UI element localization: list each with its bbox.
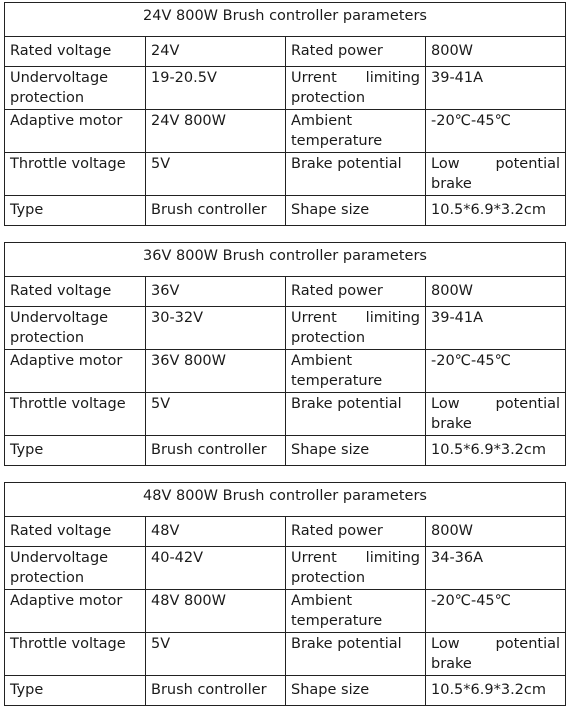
param-label: Urrent limiting protection bbox=[286, 67, 426, 110]
table-row bbox=[5, 350, 566, 393]
param-label: Throttle voltage bbox=[5, 633, 146, 676]
table-title: 48V 800W Brush controller parameters bbox=[5, 483, 566, 517]
spec-table-36v bbox=[4, 242, 566, 466]
param-value: Low potential brake bbox=[426, 633, 566, 676]
param-label: Brake potential bbox=[286, 153, 426, 196]
param-label: Shape size bbox=[286, 676, 426, 706]
table-row bbox=[5, 67, 566, 110]
param-label: Type bbox=[5, 436, 146, 466]
param-label: Undervoltage protection bbox=[5, 67, 146, 110]
param-value: 48V bbox=[146, 517, 286, 547]
table-row bbox=[5, 590, 566, 633]
table-row bbox=[5, 196, 566, 226]
param-label: Rated voltage bbox=[5, 277, 146, 307]
param-label: Throttle voltage bbox=[5, 393, 146, 436]
param-label: Type bbox=[5, 196, 146, 226]
table-row bbox=[5, 110, 566, 153]
table-row bbox=[5, 307, 566, 350]
param-label: Undervoltage protection bbox=[5, 547, 146, 590]
param-value: 800W bbox=[426, 517, 566, 547]
param-label: Undervoltage protection bbox=[5, 307, 146, 350]
param-value: 800W bbox=[426, 37, 566, 67]
param-value: Brush controller bbox=[146, 436, 286, 466]
param-label: Ambient temperature bbox=[286, 110, 426, 153]
table-row bbox=[5, 37, 566, 67]
table-row bbox=[5, 436, 566, 466]
param-label: Urrent limiting protection bbox=[286, 307, 426, 350]
param-value: Low potential brake bbox=[426, 393, 566, 436]
spec-table-48v bbox=[4, 482, 566, 706]
param-value: 40-42V bbox=[146, 547, 286, 590]
param-value: 19-20.5V bbox=[146, 67, 286, 110]
param-value: 39-41A bbox=[426, 67, 566, 110]
table-title: 24V 800W Brush controller parameters bbox=[5, 3, 566, 37]
param-label: Brake potential bbox=[286, 633, 426, 676]
param-label: Urrent limiting protection bbox=[286, 547, 426, 590]
table-row bbox=[5, 393, 566, 436]
param-label: Ambient temperature bbox=[286, 590, 426, 633]
param-label: Rated power bbox=[286, 37, 426, 67]
param-value: -20℃-45℃ bbox=[426, 110, 566, 153]
param-value: 39-41A bbox=[426, 307, 566, 350]
param-value: 48V 800W bbox=[146, 590, 286, 633]
param-label: Rated power bbox=[286, 277, 426, 307]
param-label: Type bbox=[5, 676, 146, 706]
param-value: Brush controller bbox=[146, 196, 286, 226]
param-value: 800W bbox=[426, 277, 566, 307]
param-label: Adaptive motor bbox=[5, 350, 146, 393]
table-row bbox=[5, 547, 566, 590]
param-label: Adaptive motor bbox=[5, 590, 146, 633]
spec-table-24v bbox=[4, 2, 566, 226]
param-label: Shape size bbox=[286, 196, 426, 226]
param-label: Rated voltage bbox=[5, 37, 146, 67]
param-value: 34-36A bbox=[426, 547, 566, 590]
param-label: Brake potential bbox=[286, 393, 426, 436]
param-value: 30-32V bbox=[146, 307, 286, 350]
table-title-row bbox=[5, 483, 566, 517]
param-label: Ambient temperature bbox=[286, 350, 426, 393]
table-title-row bbox=[5, 3, 566, 37]
param-value: 5V bbox=[146, 393, 286, 436]
table-title: 36V 800W Brush controller parameters bbox=[5, 243, 566, 277]
param-value: 10.5*6.9*3.2cm bbox=[426, 676, 566, 706]
table-row bbox=[5, 153, 566, 196]
param-value: -20℃-45℃ bbox=[426, 350, 566, 393]
param-value: 10.5*6.9*3.2cm bbox=[426, 436, 566, 466]
param-value: 5V bbox=[146, 633, 286, 676]
table-row bbox=[5, 676, 566, 706]
table-row bbox=[5, 517, 566, 547]
param-value: 36V bbox=[146, 277, 286, 307]
table-row bbox=[5, 277, 566, 307]
param-label: Adaptive motor bbox=[5, 110, 146, 153]
param-label: Throttle voltage bbox=[5, 153, 146, 196]
param-value: 24V bbox=[146, 37, 286, 67]
param-value: 24V 800W bbox=[146, 110, 286, 153]
param-value: 5V bbox=[146, 153, 286, 196]
param-label: Rated voltage bbox=[5, 517, 146, 547]
table-title-row bbox=[5, 243, 566, 277]
param-value: Brush controller bbox=[146, 676, 286, 706]
param-value: Low potential brake bbox=[426, 153, 566, 196]
param-value: -20℃-45℃ bbox=[426, 590, 566, 633]
param-label: Shape size bbox=[286, 436, 426, 466]
param-value: 10.5*6.9*3.2cm bbox=[426, 196, 566, 226]
table-row bbox=[5, 633, 566, 676]
param-value: 36V 800W bbox=[146, 350, 286, 393]
param-label: Rated power bbox=[286, 517, 426, 547]
